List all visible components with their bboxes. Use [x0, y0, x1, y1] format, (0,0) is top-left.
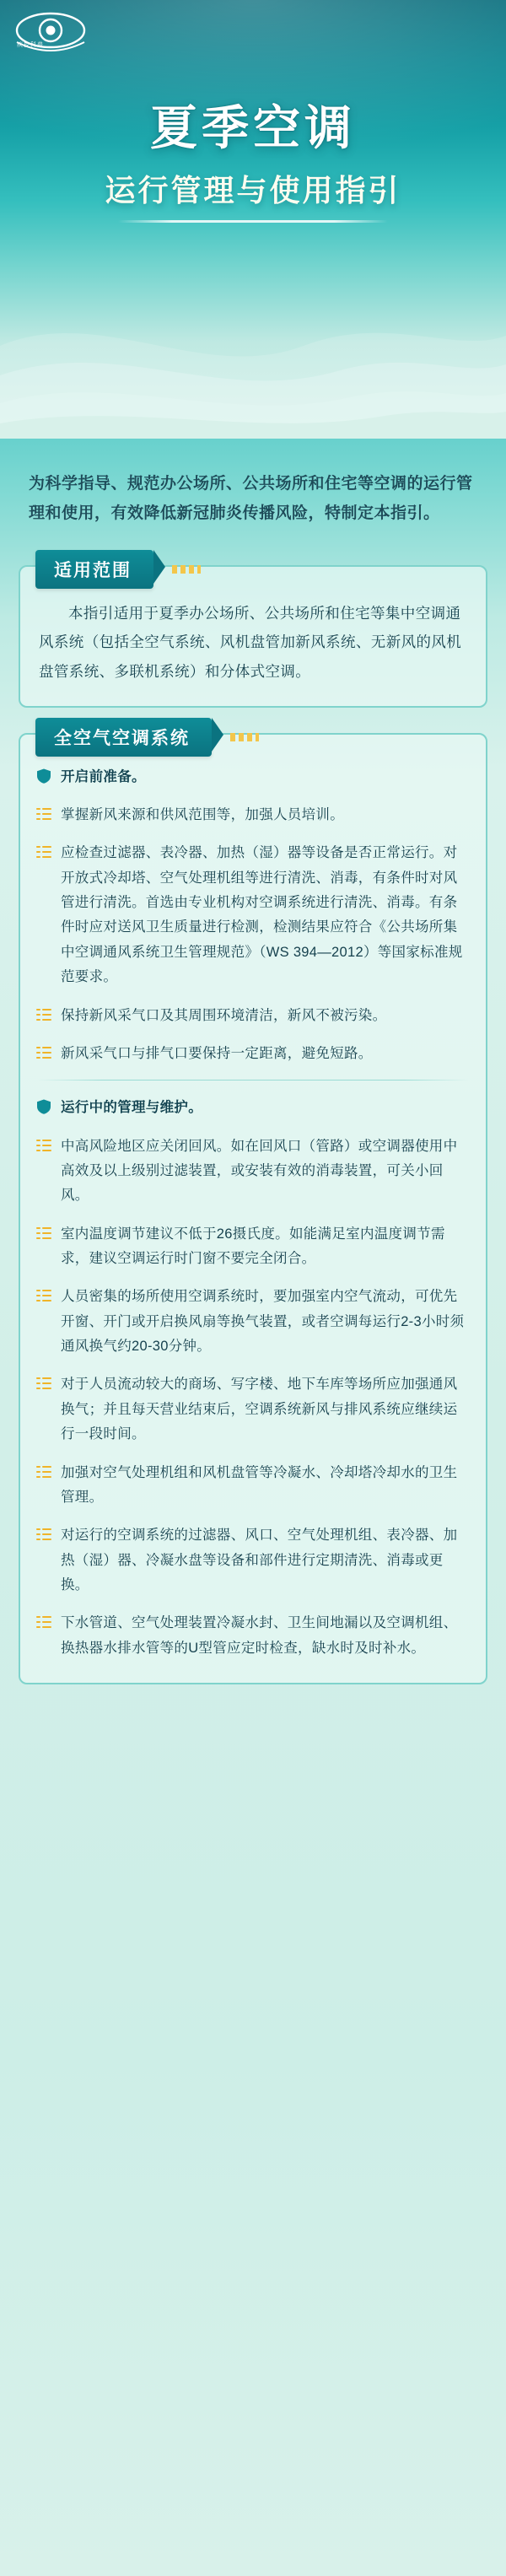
page-title: 夏季空调 [150, 101, 356, 154]
section-all-air-title: 全空气空调系统 [35, 718, 212, 757]
dashes-decoration-icon [172, 565, 201, 574]
bottom-spacer [0, 1684, 506, 1718]
list-item [35, 1096, 471, 1120]
list-lines-icon [35, 1463, 52, 1480]
shield-icon [35, 1098, 52, 1115]
list-item [35, 803, 471, 827]
section-scope [19, 561, 487, 707]
list-item [35, 1461, 471, 1511]
list-item-text: 室内温度调节建议不低于26摄氏度。如能满足室内温度调节需求，建议空调运行时门窗不要完全闭合。 [61, 1226, 445, 1267]
list-lines-icon [35, 1137, 52, 1154]
section-scope-paragraph: 本指引适用于夏季办公场所、公共场所和住宅等集中空调通风系统（包括全空气系统、风机盘管加新风系统、无新风的风机盘管系统、多联机系统）和分体式空调。 [39, 605, 462, 680]
list-lines-icon [35, 1225, 52, 1242]
dashes-decoration-icon [230, 733, 259, 741]
title-underline [118, 220, 388, 223]
list-item-text: 开启前准备。 [61, 768, 146, 784]
section-all-air-header [35, 718, 259, 757]
hero-banner [0, 0, 506, 439]
page-subtitle: 运行管理与使用指引 [105, 173, 401, 208]
group-preparation [34, 763, 472, 1067]
list-item-text: 应检查过滤器、表冷器、加热（湿）器等设备是否正常运行。对开放式冷却塔、空气处理机组等进行清洗、消毒，有条件时对风管进行清洗。首选由专业机构对空调系统进行清洗、消毒。有条件时应对送风卫生质量进行检测，检测结果应符合《公共场所集中空调通风系统卫生管理规范》（WS 394—2012）等国家标准规范要求。 [61, 845, 463, 985]
list-item-text: 对运行的空调系统的过滤器、风口、空气处理机组、表冷器、加热（湿）器、冷凝水盘等设备和部件进行定期清洗、消毒或更换。 [61, 1528, 458, 1592]
intro-paragraph: 为科学指导、规范办公场所、公共场所和住宅等空调的运行管理和使用，有效降低新冠肺炎传播风险，特制定本指引。 [29, 475, 473, 523]
list-item-text: 中高风险地区应关闭回风。如在回风口（管路）或空调器使用中高效及以上级别过滤装置，或安装有效的消毒装置，可关小回风。 [61, 1138, 458, 1204]
logo-icon [12, 8, 89, 61]
list-lines-icon [35, 1006, 52, 1023]
list-item-text: 加强对空气处理机组和风机盘管等冷凝水、冷却塔冷却水的卫生管理。 [61, 1464, 458, 1505]
group-operation [34, 1094, 472, 1661]
list-item-text: 对于人员流动较大的商场、写字楼、地下车库等场所应加强通风换气；并且每天营业结束后，空调系统新风与排风系统应继续运行一段时间。 [61, 1377, 458, 1442]
list-item [35, 1134, 471, 1209]
list-item-text: 下水管道、空气处理装置冷凝水封、卫生间地漏以及空调机组、换热器水排水管等的U型管应定时检查，缺水时及时补水。 [61, 1615, 458, 1656]
list-item [35, 1523, 471, 1598]
list-item [35, 765, 471, 790]
section-scope-title: 适用范围 [35, 550, 153, 589]
wave-decoration-icon [0, 245, 506, 439]
list-item-text: 运行中的管理与维护。 [61, 1100, 202, 1116]
list-lines-icon [35, 843, 52, 860]
title-block [0, 101, 506, 223]
shield-icon [35, 768, 52, 784]
list-item [35, 1222, 471, 1272]
list-lines-icon [35, 1526, 52, 1543]
list-lines-icon [35, 1614, 52, 1630]
list-item [35, 1004, 471, 1028]
list-item [35, 1611, 471, 1661]
list-item [35, 841, 471, 989]
section-scope-header [35, 550, 201, 589]
section-all-air-system [19, 728, 487, 1684]
list-lines-icon [35, 806, 52, 822]
list-lines-icon [35, 1044, 52, 1061]
list-item-text: 人员密集的场所使用空调系统时，要加强室内空气流动，可优先开窗、开门或开启换风扇等换气装置，或者空调每运行2-3小时须通风换气约20-30分钟。 [61, 1289, 465, 1355]
list-item [35, 1042, 471, 1066]
list-item [35, 1372, 471, 1447]
logo-label: 疾控科普 [17, 42, 44, 48]
list-lines-icon [35, 1287, 52, 1304]
list-item-text: 掌握新风来源和供风范围等，加强人员培训。 [61, 807, 344, 823]
list-item-text: 保持新风采气口及其周围环境清洁，新风不被污染。 [61, 1007, 387, 1023]
list-lines-icon [35, 1375, 52, 1392]
group-divider [37, 1080, 469, 1081]
list-item-text: 新风采气口与排气口要保持一定距离，避免短路。 [61, 1045, 373, 1061]
list-item [35, 1285, 471, 1359]
